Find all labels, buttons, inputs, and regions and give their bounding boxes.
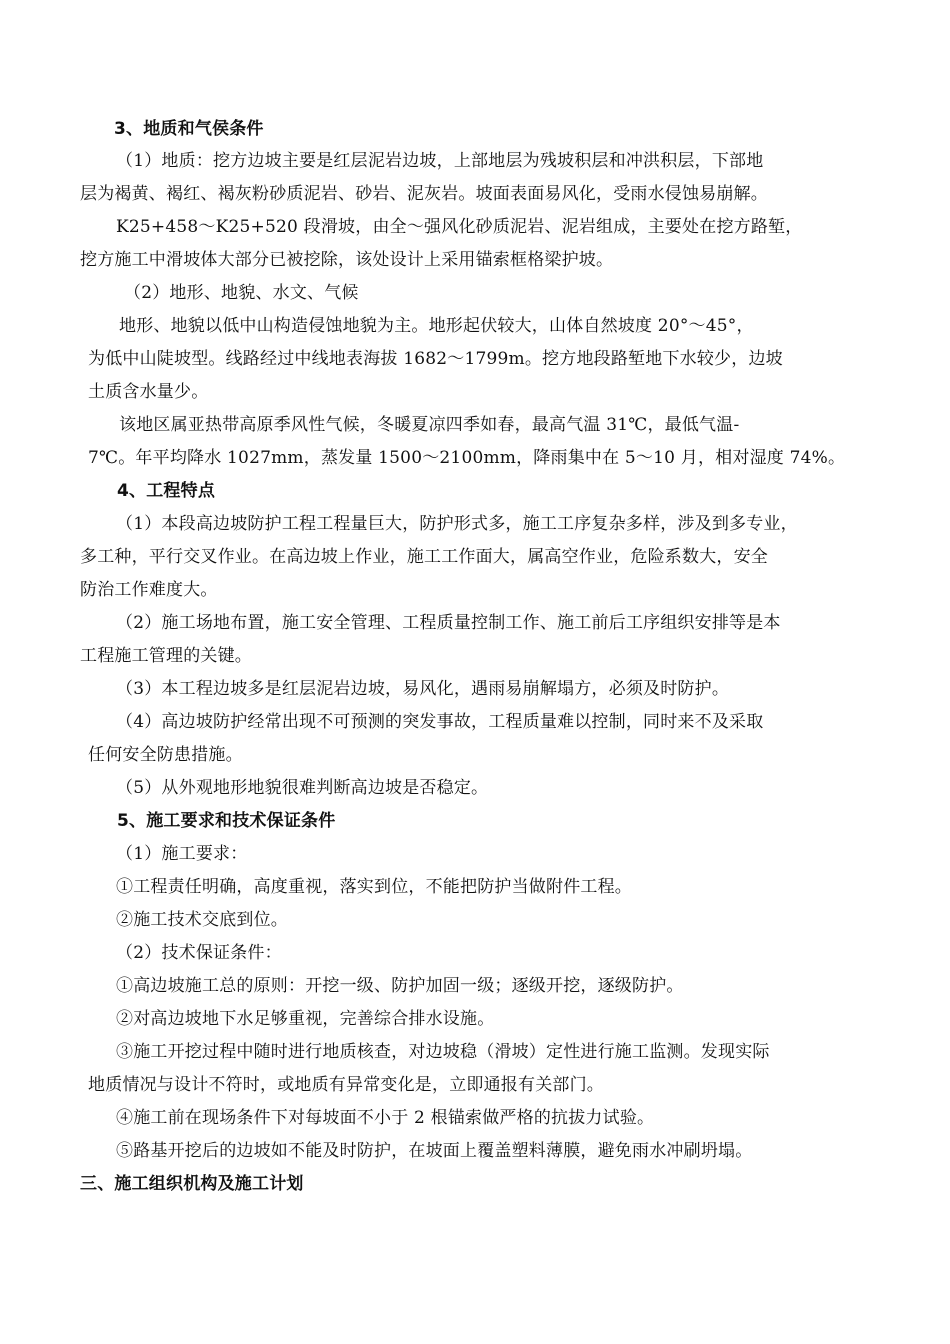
paragraph-feature-5: （5）从外观地形地貌很难判断高边坡是否稳定。 — [116, 778, 489, 798]
guarantee-item-2: ②对高边坡地下水足够重视，完善综合排水设施。 — [116, 1009, 495, 1029]
paragraph-terrain-line-1: 地形、地貌以低中山构造侵蚀地貌为主。地形起伏较大，山体自然坡度 20°～45°， — [119, 316, 754, 336]
subheading-construction-requirements: （1）施工要求： — [116, 844, 248, 864]
paragraph-feature-4-line-1: （4）高边坡防护经常出现不可预测的突发事故，工程质量难以控制，同时来不及采取 — [116, 712, 764, 732]
paragraph-feature-1-line-3: 防治工作难度大。 — [80, 580, 218, 600]
guarantee-item-1: ①高边坡施工总的原则：开挖一级、防护加固一级；逐级开挖，逐级防护。 — [116, 976, 684, 996]
subheading-terrain: （2）地形、地貌、水文、气候 — [124, 283, 359, 303]
guarantee-item-4: ④施工前在现场条件下对每坡面不小于 2 根锚索做严格的抗拔力试验。 — [116, 1108, 655, 1128]
requirement-item-2: ②施工技术交底到位。 — [116, 910, 288, 930]
paragraph-terrain-line-2: 为低中山陡坡型。线路经过中线地表海拔 1682～1799m。挖方地段路堑地下水较少，边坡 — [88, 349, 783, 369]
section-heading-engineering-features: 4、工程特点 — [117, 481, 216, 501]
paragraph-terrain-line-3: 土质含水量少。 — [88, 382, 209, 402]
paragraph-feature-1-line-2: 多工种，平行交叉作业。在高边坡上作业，施工工作面大，属高空作业，危险系数大，安全 — [80, 547, 768, 567]
paragraph-feature-3: （3）本工程边坡多是红层泥岩边坡，易风化，遇雨易崩解塌方，必须及时防护。 — [116, 679, 730, 699]
paragraph-feature-2-line-1: （2）施工场地布置，施工安全管理、工程质量控制工作、施工前后工序组织安排等是本 — [116, 613, 781, 633]
requirement-item-1: ①工程责任明确，高度重视，落实到位，不能把防护当做附件工程。 — [116, 877, 632, 897]
paragraph-feature-2-line-2: 工程施工管理的关键。 — [80, 646, 252, 666]
paragraph-geology-line-1: （1）地质：挖方边坡主要是红层泥岩边坡，上部地层为残坡积层和冲洪积层，下部地 — [116, 151, 764, 171]
paragraph-geology-line-2: 层为褐黄、褐红、褐灰粉砂质泥岩、砂岩、泥灰岩。坡面表面易风化，受雨水侵蚀易崩解。 — [80, 184, 768, 204]
paragraph-feature-1-line-1: （1）本段高边坡防护工程工程量巨大，防护形式多，施工工序复杂多样，涉及到多专业， — [116, 514, 798, 534]
paragraph-feature-4-line-2: 任何安全防患措施。 — [88, 745, 243, 765]
paragraph-landslide-line-1: K25+458～K25+520 段滑坡，由全～强风化砂质泥岩、泥岩组成，主要处在挖方路堑， — [116, 217, 803, 237]
subheading-technical-guarantee: （2）技术保证条件： — [116, 943, 282, 963]
section-heading-geology-climate: 3、地质和气侯条件 — [114, 119, 264, 139]
guarantee-item-3-line-1: ③施工开挖过程中随时进行地质核查，对边坡稳（滑坡）定性进行施工监测。发现实际 — [116, 1042, 770, 1062]
paragraph-climate-line-2: 7℃。年平均降水 1027mm，蒸发量 1500～2100mm，降雨集中在 5～10 月，相对湿度 74%。 — [88, 448, 846, 468]
guarantee-item-5: ⑤路基开挖后的边坡如不能及时防护，在坡面上覆盖塑料薄膜，避免雨水冲刷坍塌。 — [116, 1141, 753, 1161]
section-heading-requirements: 5、施工要求和技术保证条件 — [117, 811, 336, 831]
chapter-heading-organization: 三、施工组织机构及施工计划 — [80, 1174, 304, 1194]
paragraph-landslide-line-2: 挖方施工中滑坡体大部分已被挖除，该处设计上采用锚索框格梁护坡。 — [80, 250, 614, 270]
paragraph-climate-line-1: 该地区属亚热带高原季风性气候，冬暖夏凉四季如春，最高气温 31℃，最低气温- — [119, 415, 740, 435]
guarantee-item-3-line-2: 地质情况与设计不符时，或地质有异常变化是，立即通报有关部门。 — [88, 1075, 604, 1095]
